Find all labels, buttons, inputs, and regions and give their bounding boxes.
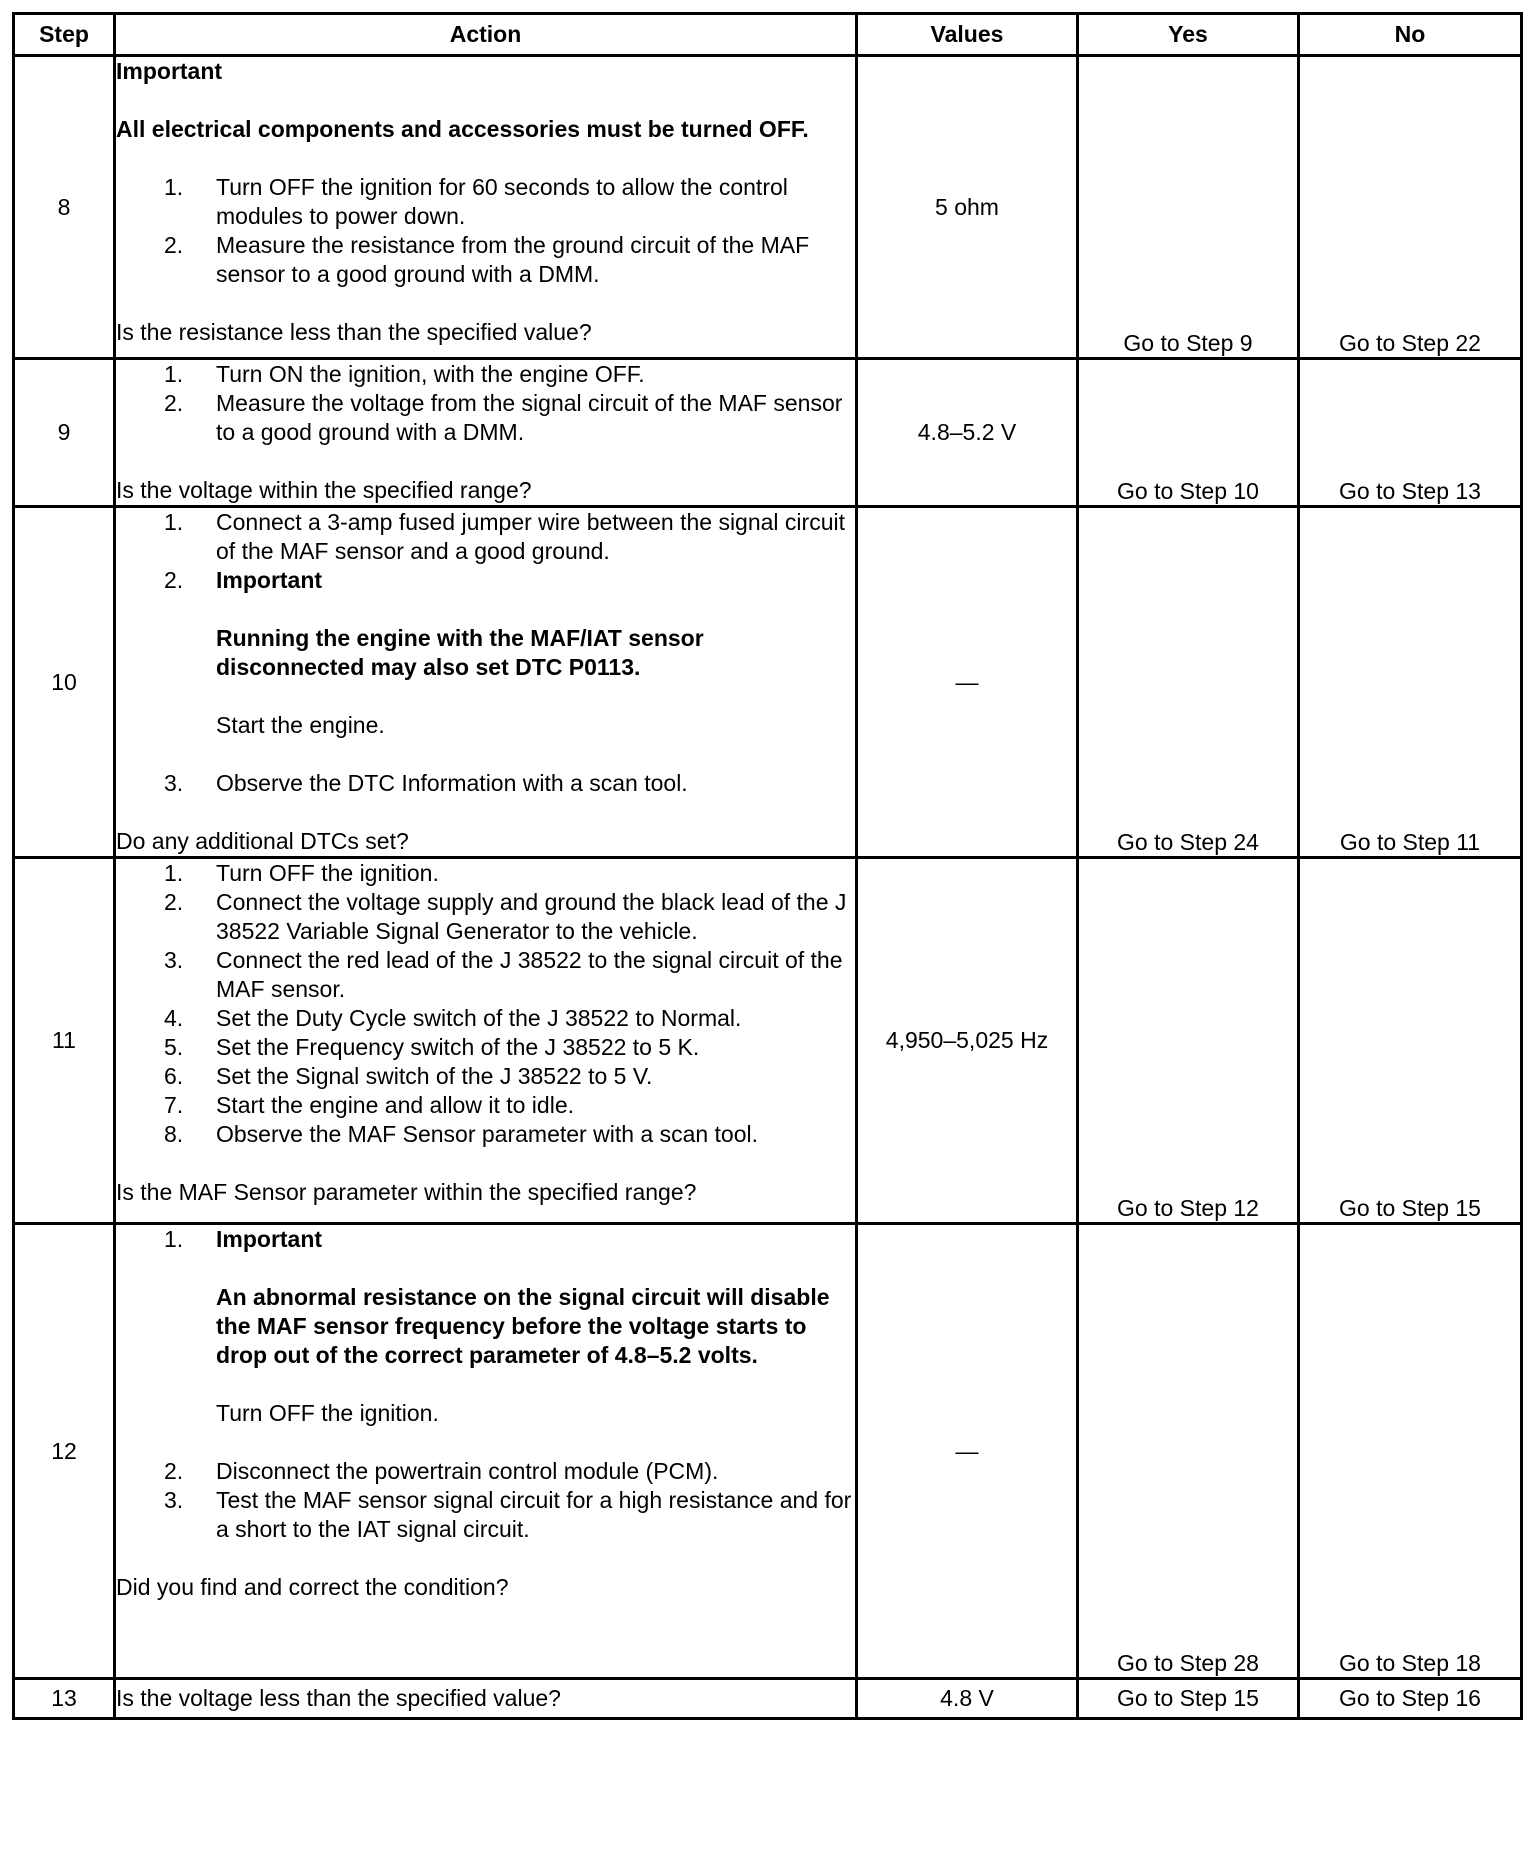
list-item: 3. Test the MAF sensor signal circuit for a high resistance and for a short to the IAT signal circuit.: [164, 1487, 852, 1542]
yes-link: Go to Step 28: [1079, 1225, 1300, 1680]
question-text: Is the voltage within the specified range?: [116, 477, 532, 503]
list-item: 2. Measure the resistance from the ground circuit of the MAF sensor to a good ground with a DMM.: [164, 232, 810, 287]
question-text: Do any additional DTCs set?: [116, 828, 409, 854]
value-cell: —: [858, 1225, 1079, 1680]
list-item: 2. Measure the voltage from the signal circuit of the MAF sensor to a good ground with a DMM.: [164, 390, 843, 445]
no-link: Go to Step 15: [1300, 859, 1523, 1225]
no-link: Go to Step 18: [1300, 1225, 1523, 1680]
important-text: Running the engine with the MAF/IAT sensor disconnected may also set DTC P0113.: [216, 625, 704, 680]
list-item: 5. Set the Frequency switch of the J 38522 to 5 K.: [164, 1034, 700, 1060]
table-row-step-11: [15, 859, 1523, 1225]
procedure-list: [116, 1225, 855, 1544]
header-row: [15, 15, 1523, 57]
header-values: Values: [858, 15, 1079, 57]
step-number: 11: [15, 859, 116, 1225]
list-item: 1. Turn OFF the ignition for 60 seconds to allow the control modules to power down.: [164, 174, 788, 229]
header-action: Action: [116, 15, 858, 57]
yes-link: Go to Step 15: [1079, 1680, 1300, 1720]
list-item: 4. Set the Duty Cycle switch of the J 38522 to Normal.: [164, 1005, 742, 1031]
value-cell: 4.8 V: [858, 1680, 1079, 1720]
table-row-step-8: [15, 57, 1523, 360]
no-link: Go to Step 11: [1300, 508, 1523, 859]
procedure-list: [116, 173, 855, 289]
important-label: Important: [116, 58, 223, 84]
question-text: Did you find and correct the condition?: [116, 1574, 509, 1600]
action-cell: [116, 1680, 858, 1720]
important-text: All electrical components and accessories must be turned OFF.: [116, 116, 809, 142]
value-cell: 5 ohm: [858, 57, 1079, 360]
list-item: 1. Turn OFF the ignition.: [164, 860, 439, 886]
procedure-list: [116, 859, 855, 1149]
question-text: Is the voltage less than the specified value?: [116, 1685, 561, 1711]
yes-link: Go to Step 24: [1079, 508, 1300, 859]
table-row-step-10: [15, 508, 1523, 859]
header-yes: Yes: [1079, 15, 1300, 57]
action-cell: [116, 859, 858, 1225]
value-cell: —: [858, 508, 1079, 859]
table-row-step-13: [15, 1680, 1523, 1720]
value-cell: 4,950–5,025 Hz: [858, 859, 1079, 1225]
list-item: 2. Important Running the engine with the MAF/IAT sensor disconnected may also set DTC P0113. Start the engine.: [116, 566, 855, 769]
table-row-step-12: [15, 1225, 1523, 1680]
important-label: Important: [216, 1226, 323, 1252]
action-cell: [116, 508, 858, 859]
list-item: 7. Start the engine and allow it to idle.: [164, 1092, 575, 1118]
action-cell: [116, 57, 858, 360]
list-item: 2. Connect the voltage supply and ground the black lead of the J 38522 Variable Signal Generator to the vehicle.: [164, 889, 847, 944]
step-number: 12: [15, 1225, 116, 1680]
list-item: 2. Disconnect the powertrain control module (PCM).: [164, 1458, 719, 1484]
no-link: Go to Step 16: [1300, 1680, 1523, 1720]
yes-link: Go to Step 10: [1079, 360, 1300, 508]
question-text: Is the MAF Sensor parameter within the specified range?: [116, 1179, 697, 1205]
action-cell: [116, 360, 858, 508]
list-item: 1. Turn ON the ignition, with the engine OFF.: [164, 361, 645, 387]
table-row-step-9: [15, 360, 1523, 508]
step-number: 9: [15, 360, 116, 508]
header-step: Step: [15, 15, 116, 57]
no-link: Go to Step 22: [1300, 57, 1523, 360]
no-link: Go to Step 13: [1300, 360, 1523, 508]
yes-link: Go to Step 9: [1079, 57, 1300, 360]
step-number: 13: [15, 1680, 116, 1720]
procedure-list: [116, 508, 855, 798]
list-item: 3. Observe the DTC Information with a scan tool.: [164, 770, 688, 796]
step-number: 10: [15, 508, 116, 859]
diagnostic-table: [12, 12, 1523, 1720]
question-text: Is the resistance less than the specified value?: [116, 319, 592, 345]
list-item: 8. Observe the MAF Sensor parameter with a scan tool.: [164, 1121, 759, 1147]
value-cell: 4.8–5.2 V: [858, 360, 1079, 508]
action-cell: [116, 1225, 858, 1680]
list-item: 6. Set the Signal switch of the J 38522 to 5 V.: [164, 1063, 653, 1089]
list-item: 1. Connect a 3-amp fused jumper wire between the signal circuit of the MAF sensor and a good ground.: [164, 509, 845, 564]
header-no: No: [1300, 15, 1523, 57]
list-item: 1. Important An abnormal resistance on the signal circuit will disable the MAF sensor frequency before the voltage starts to drop out of the correct parameter of 4.8–5.2 volts. Turn OFF the ignition.: [116, 1225, 855, 1457]
important-label: Important: [216, 567, 323, 593]
step-number: 8: [15, 57, 116, 360]
list-item: 3. Connect the red lead of the J 38522 to the signal circuit of the MAF sensor.: [164, 947, 843, 1002]
yes-link: Go to Step 12: [1079, 859, 1300, 1225]
procedure-list: [116, 360, 855, 447]
important-text: An abnormal resistance on the signal circuit will disable the MAF sensor frequency before the voltage starts to drop out of the correct parameter of 4.8–5.2 volts.: [216, 1284, 830, 1368]
